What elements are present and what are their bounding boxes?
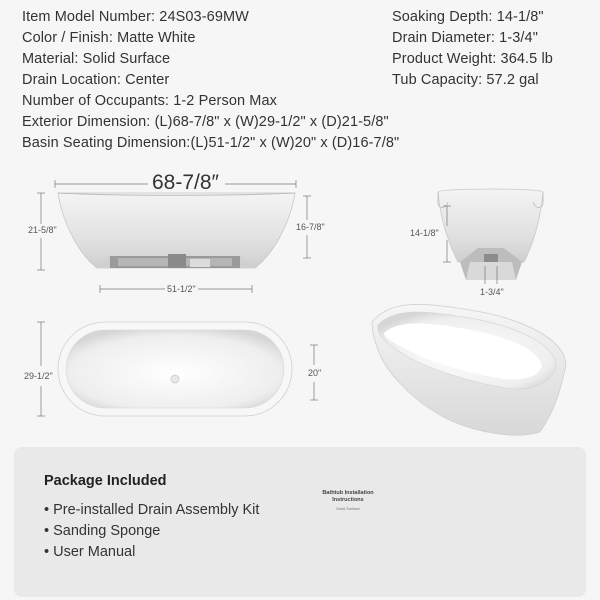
- spec-color: Color / Finish: Matte White: [22, 30, 196, 46]
- package-item: • Pre-installed Drain Assembly Kit: [44, 500, 259, 521]
- basin-width-label: 20": [308, 368, 322, 378]
- package-item: • Sanding Sponge: [44, 521, 259, 542]
- perspective-tub: [372, 304, 566, 435]
- side-view-tub: [58, 193, 295, 268]
- package-list: [44, 500, 259, 563]
- spec-material: Material: Solid Surface: [22, 51, 171, 67]
- package-item: • User Manual: [44, 542, 259, 563]
- spec-occupants: Number of Occupants: 1-2 Person Max: [22, 93, 277, 109]
- spec-basin: Basin Seating Dimension:(L)51-1/2" x (W)20" x (D)16-7/8": [22, 135, 400, 151]
- spec-drain-location: Drain Location: Center: [22, 72, 170, 88]
- spec-capacity: Tub Capacity: 57.2 gal: [392, 72, 539, 88]
- length-label: 68-7/8″: [152, 171, 219, 194]
- manual-subtitle: Solid Surface: [336, 506, 360, 511]
- top-view-tub: [58, 322, 292, 416]
- spec-model: Item Model Number: 24S03-69MW: [22, 9, 249, 25]
- width-dim-line: [37, 322, 45, 416]
- soak-depth-label: 14-1/8": [410, 228, 439, 238]
- spec-exterior: Exterior Dimension: (L)68-7/8" x (W)29-1/2" x (D)21-5/8": [22, 114, 389, 130]
- spec-drain-diameter: Drain Diameter: 1-3/4": [392, 30, 538, 46]
- spec-weight: Product Weight: 364.5 lb: [392, 51, 553, 67]
- end-view-tub: [438, 189, 543, 280]
- drain-label: 1-3/4": [480, 287, 504, 297]
- basin-depth-label: 16-7/8": [296, 222, 325, 232]
- spec-soaking-depth: Soaking Depth: 14-1/8": [392, 9, 544, 25]
- manual-title: Bathtub Installation Instructions: [322, 490, 374, 503]
- basin-length-label: 51-1/2": [167, 284, 196, 294]
- height-label: 21-5/8": [28, 225, 57, 235]
- width-label: 29-1/2": [24, 371, 53, 381]
- package-title: Package Included: [44, 473, 167, 489]
